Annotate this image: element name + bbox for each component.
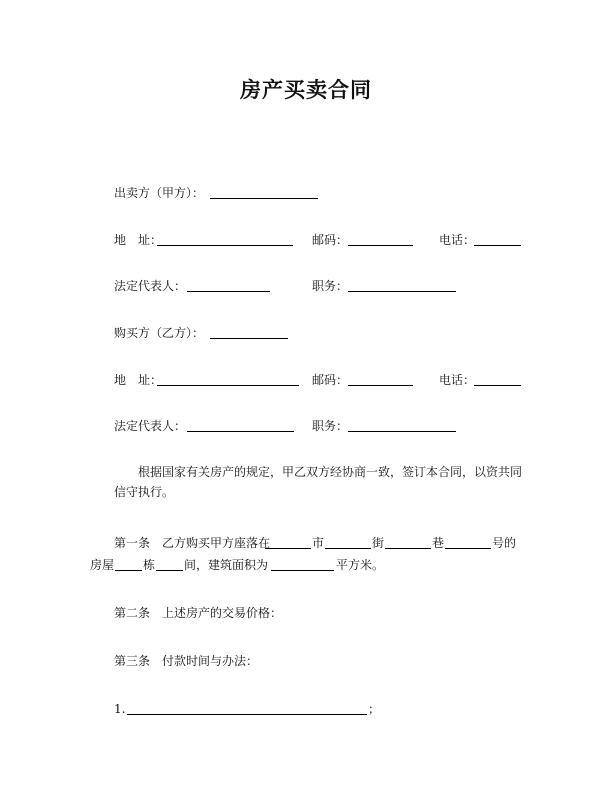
payment-item1-field[interactable] [127, 714, 367, 715]
seller-rep-field[interactable] [187, 291, 270, 292]
article1-city-field[interactable] [325, 548, 371, 549]
payment-item1-number: 1. [114, 702, 126, 716]
buyer-rep-field[interactable] [187, 431, 294, 432]
seller-postcode-field[interactable] [348, 245, 413, 246]
buyer-position-label: 职务： [312, 419, 349, 433]
buyer-rep-label: 法定代表人： [114, 419, 187, 433]
article1-house-label: 房屋 [90, 558, 115, 572]
preamble-paragraph: 根据国家有关房产的规定，甲乙双方经协商一致，签订本合同，以资共同信守执行。 [114, 465, 523, 499]
buyer-address-label: 地 址： [114, 373, 163, 387]
buyer-phone-label: 电话： [439, 373, 476, 387]
seller-position-label: 职务： [312, 279, 349, 293]
seller-postcode-label: 邮码： [312, 233, 349, 247]
seller-label: 出卖方（甲方）： [114, 186, 205, 200]
article1-prefix: 第一条 乙方购买甲方座落在 [114, 536, 271, 550]
buyer-address-field[interactable] [157, 385, 299, 386]
seller-phone-field[interactable] [474, 245, 521, 246]
buyer-label: 购买方（乙方）： [114, 326, 205, 340]
document-title: 房产买卖合同 [240, 78, 372, 102]
article2-text: 第二条 上述房产的交易价格： [114, 606, 283, 620]
article1-building-label: 栋 [143, 558, 156, 572]
article1-lane-label: 巷 [432, 536, 445, 550]
payment-item1-end: ； [368, 702, 381, 716]
article1-street-label: 街 [372, 536, 385, 550]
article1-street-field[interactable] [385, 548, 431, 549]
buyer-phone-field[interactable] [474, 385, 521, 386]
article1-city-label: 市 [312, 536, 325, 550]
article1-house-field[interactable] [115, 570, 142, 571]
article1-unit-label: 平方米。 [336, 558, 385, 572]
article1-area-field[interactable] [271, 570, 334, 571]
buyer-position-field[interactable] [348, 431, 456, 432]
article1-location-field[interactable] [265, 548, 311, 549]
seller-address-field[interactable] [157, 245, 293, 246]
article1-lane-field[interactable] [445, 548, 491, 549]
article3-text: 第三条 付款时间与办法： [114, 654, 259, 668]
seller-phone-label: 电话： [439, 233, 476, 247]
seller-address-label: 地 址： [114, 233, 163, 247]
buyer-postcode-field[interactable] [348, 385, 413, 386]
buyer-name-field[interactable] [210, 338, 288, 339]
seller-position-field[interactable] [348, 291, 456, 292]
article1-building-field[interactable] [156, 570, 183, 571]
seller-name-field[interactable] [210, 198, 318, 199]
seller-rep-label: 法定代表人： [114, 279, 187, 293]
buyer-postcode-label: 邮码： [312, 373, 349, 387]
article1-number-label: 号的 [492, 536, 517, 550]
article1-room-label: 间，建筑面积为 [184, 558, 269, 572]
